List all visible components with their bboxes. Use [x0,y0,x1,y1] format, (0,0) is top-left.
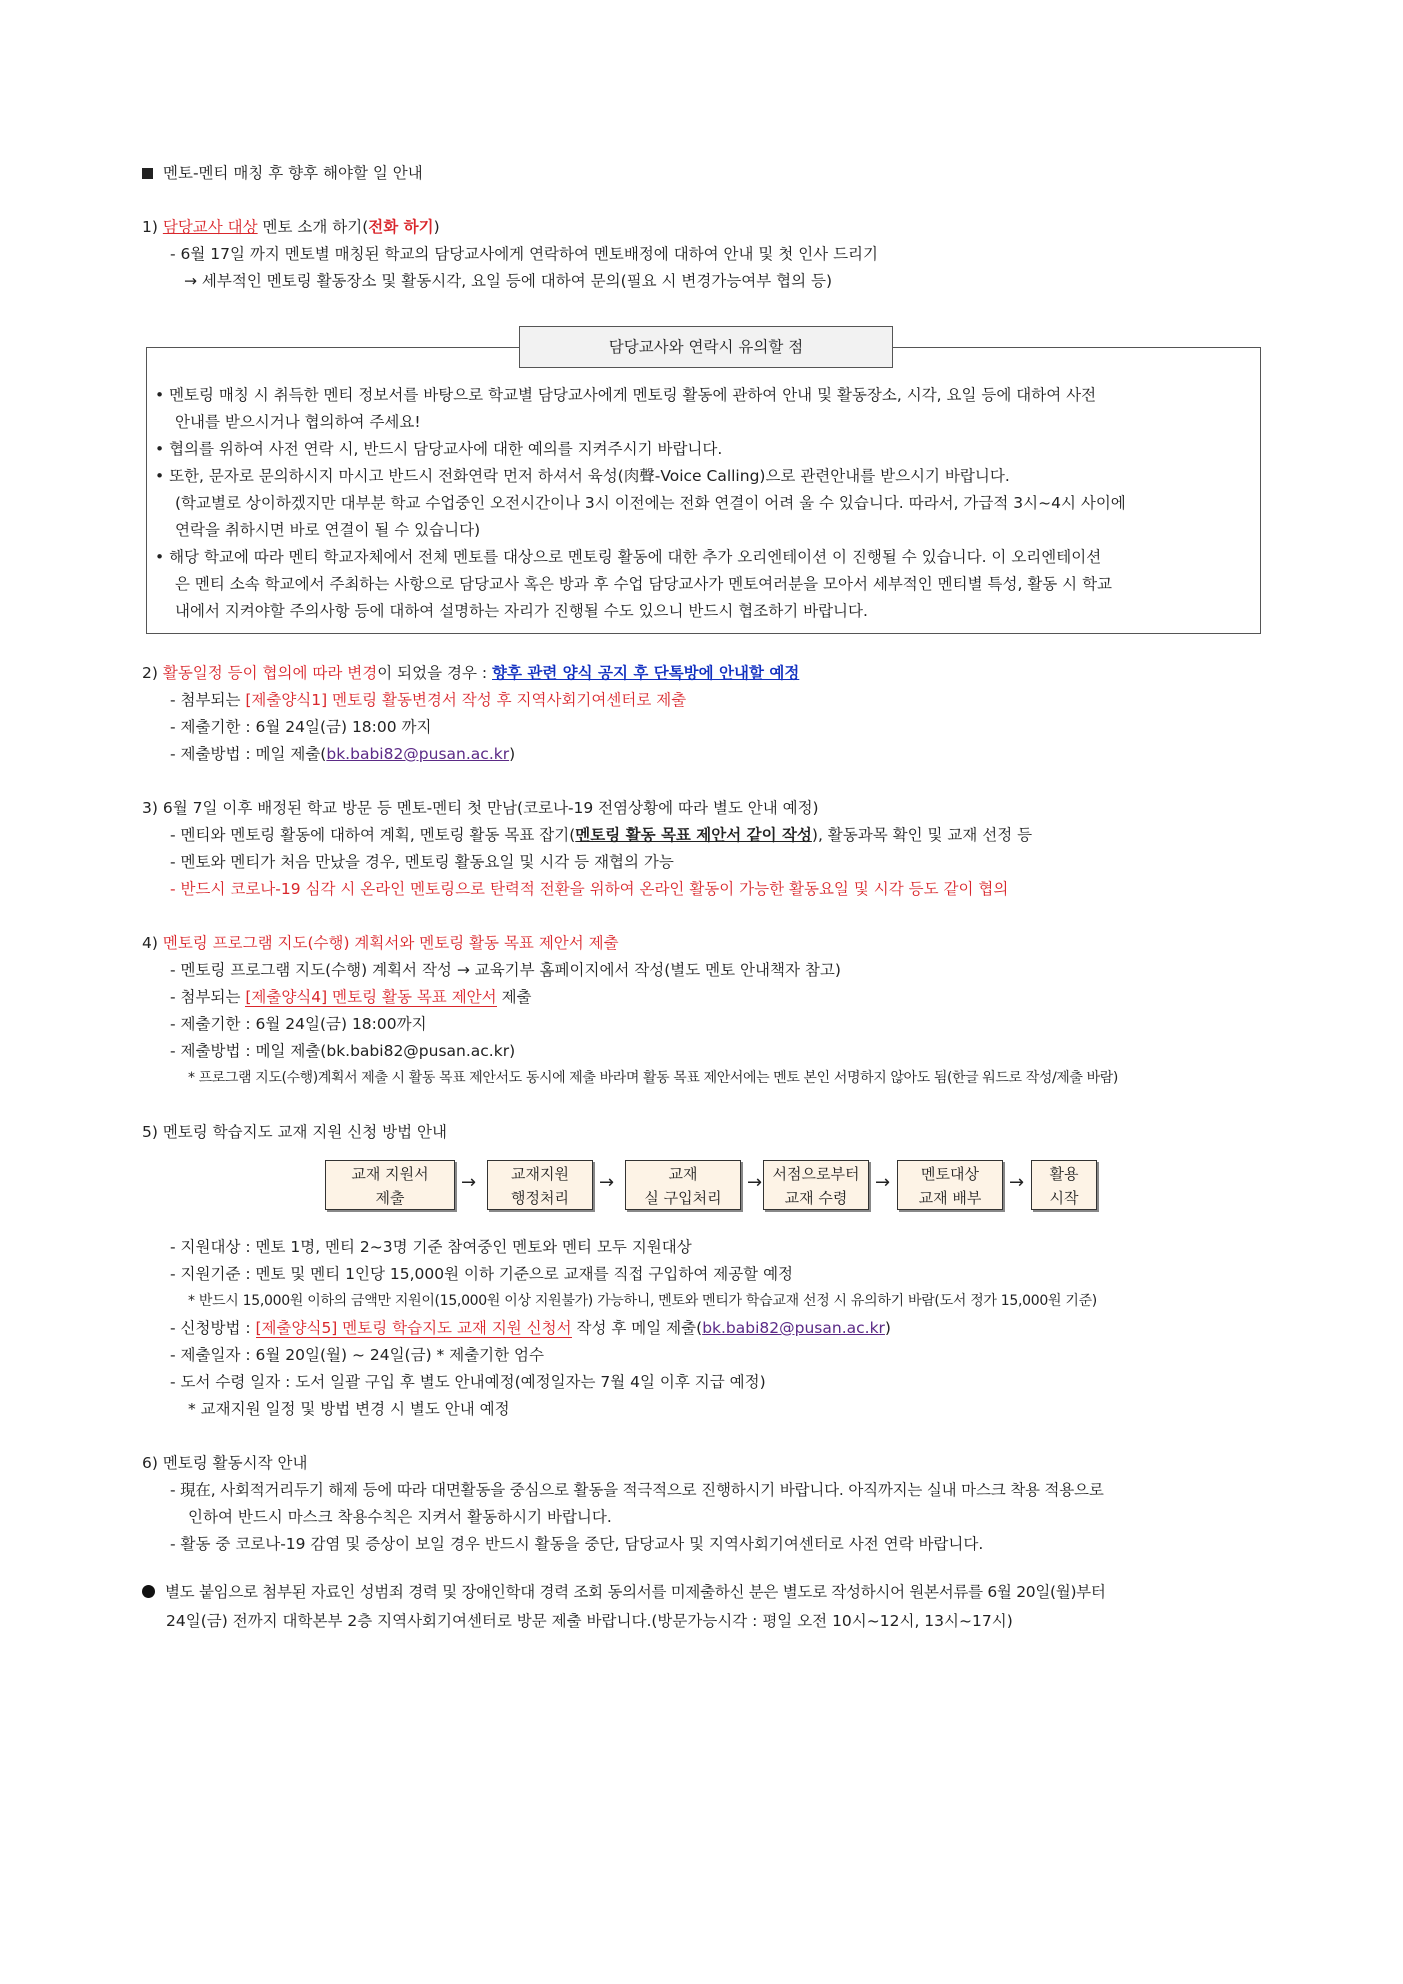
section-4-item: - 첨부되는 [제출양식4] 멘토링 활동 목표 제안서 제출 [170,988,532,1006]
section-5-item: - 도서 수령 일자 : 도서 일괄 구입 후 별도 안내예정(예정일자는 7월 4일 이후 지급 예정) [170,1373,766,1391]
section-5-title: 5) 멘토링 학습지도 교재 지원 신청 방법 안내 [142,1123,447,1141]
section-4-item: - 제출방법 : 메일 제출(bk.babi82@pusan.ac.kr) [170,1042,516,1060]
textbook-process-flow [325,1160,1272,1220]
section-5-note: * 반드시 15,000원 이하의 금액만 지원이(15,000원 이상 지원불가) 가능하니, 멘토와 멘티가 학습교재 선정 시 유의하기 바람(도서 정가 15,000원 기준) [188,1293,1097,1309]
section-2-item: - 첨부되는 [제출양식1] 멘토링 활동변경서 작성 후 지역사회기여센터로 제출 [170,691,687,709]
section-1 [142,214,1272,295]
square-bullet-icon [142,168,153,179]
notice-item: • 해당 학교에 따라 멘티 학교자체에서 전체 멘토를 대상으로 멘토링 활동에 대한 추가 오리엔테이션 이 진행될 수 있습니다. 이 오리엔테이션 [155,548,1102,566]
notice-item-cont: 내에서 지켜야할 주의사항 등에 대하여 설명하는 자리가 진행될 수도 있으니 반드시 협조하기 바랍니다. [175,602,868,620]
consent-form-notice: 별도 붙임으로 첨부된 자료인 성범죄 경력 및 장애인학대 경력 조회 동의서를 미제출하신 분은 별도로 작성하시어 원본서류를 6월 20일(월)부터 24일(금) 전까지 대학본부 2층 지역사회기여센터로 방문 제출 바랍니다.(방문가능시각 : 평일 오전 10시~12시, 13시~17시) [142,1578,1272,1636]
section-6-title: 6) 멘토링 활동시작 안내 [142,1454,308,1472]
notice-item-cont: 연락을 취하시면 바로 연결이 될 수 있습니다) [175,521,481,539]
section-5 [142,1119,1272,1423]
flow-step: 활용 시작 [1031,1160,1097,1210]
flow-step: 서점으로부터 교재 수령 [763,1160,869,1210]
section-5-item: - 지원기준 : 멘토 및 멘티 1인당 15,000원 이하 기준으로 교재를 직접 구입하여 제공할 예정 [170,1265,794,1283]
flow-step: 교재 실 구입처리 [625,1160,741,1210]
section-1-item: - 6월 17일 까지 멘토별 매칭된 학교의 담당교사에게 연락하여 멘토배정에 대하여 안내 및 첫 인사 드리기 [170,245,879,263]
notice-box [146,338,1261,634]
notice-item: • 멘토링 매칭 시 취득한 멘티 정보서를 바탕으로 학교별 담당교사에게 멘토링 활동에 관하여 안내 및 활동장소, 시각, 요일 등에 대하여 사전 [155,386,1097,404]
section-4-note: * 프로그램 지도(수행)계획서 제출 시 활동 목표 제안서도 동시에 제출 바라며 활동 목표 제안서에는 멘토 본인 서명하지 않아도 됨(한글 워드로 작성/제출 바람) [188,1070,1118,1086]
notice-item: • 협의를 위하여 사전 연락 시, 반드시 담당교사에 대한 예의를 지켜주시기 바랍니다. [155,440,723,458]
section-2-item: - 제출방법 : 메일 제출(bk.babi82@pusan.ac.kr) [170,745,516,763]
section-5-item: - 지원대상 : 멘토 1명, 멘티 2~3명 기준 참여중인 멘토와 멘티 모두 지원대상 [170,1238,692,1256]
right-arrow-icon: → [875,1172,891,1193]
email-link[interactable]: bk.babi82@pusan.ac.kr [702,1319,885,1337]
page-title: 멘토-멘티 매칭 후 향후 해야할 일 안내 [142,160,1272,187]
section-3-item: - 반드시 코로나-19 심각 시 온라인 멘토링으로 탄력적 전환을 위하여 온라인 활동이 가능한 활동요일 및 시각 등도 같이 협의 [170,880,1009,898]
flow-step: 교재 지원서 제출 [325,1160,455,1210]
right-arrow-icon: → [1009,1172,1025,1193]
section-6 [142,1450,1272,1558]
section-4-item: - 제출기한 : 6월 24일(금) 18:00까지 [170,1015,427,1033]
flow-step: 멘토대상 교재 배부 [897,1160,1003,1210]
right-arrow-icon: → [599,1172,615,1193]
section-6-item-cont: 인하여 반드시 마스크 착용수칙은 지켜서 활동하시기 바랍니다. [188,1508,612,1526]
section-6-item: - 現在, 사회적거리두기 해제 등에 따라 대면활동을 중심으로 활동을 적극적으로 진행하시기 바랍니다. 아직까지는 실내 마스크 착용 적용으로 [170,1481,1104,1499]
section-2-title: 2) 활동일정 등이 협의에 따라 변경이 되었을 경우 : 향후 관련 양식 공지 후 단톡방에 안내할 예정 [142,664,800,682]
section-5-note: * 교재지원 일정 및 방법 변경 시 별도 안내 예정 [188,1400,510,1418]
email-link[interactable]: bk.babi82@pusan.ac.kr [326,745,510,763]
right-arrow-icon: → [747,1172,763,1193]
flow-step: 교재지원 행정처리 [487,1160,593,1210]
section-2-item: - 제출기한 : 6월 24일(금) 18:00 까지 [170,718,432,736]
section-4 [142,930,1272,1092]
notice-item-cont: 안내를 받으시거나 협의하여 주세요! [175,413,421,431]
section-1-title: 1) 담당교사 대상 멘토 소개 하기(전화 하기) [142,218,440,236]
document-body [142,160,1272,1636]
section-3-item: - 멘티와 멘토링 활동에 대하여 계획, 멘토링 활동 목표 잡기(멘토링 활동 목표 제안서 같이 작성), 활동과목 확인 및 교재 선정 등 [170,826,1033,844]
section-4-item: - 멘토링 프로그램 지도(수행) 계획서 작성 → 교육기부 홈페이지에서 작성(별도 멘토 안내책자 참고) [170,961,841,979]
section-5-item: - 신청방법 : [제출양식5] 멘토링 학습지도 교재 지원 신청서 작성 후 메일 제출(bk.babi82@pusan.ac.kr) [170,1319,891,1337]
section-2 [142,660,1272,768]
notice-item-cont: 은 멘티 소속 학교에서 주최하는 사항으로 담당교사 혹은 방과 후 수업 담당교사가 멘토여러분을 모아서 세부적인 멘티별 특성, 활동 시 학교 [175,575,1113,593]
notice-item: • 또한, 문자로 문의하시지 마시고 반드시 전화연락 먼저 하셔서 육성(肉聲-Voice Calling)으로 관련안내를 받으시기 바랍니다. [155,467,1010,485]
section-1-subitem: → 세부적인 멘토링 활동장소 및 활동시각, 요일 등에 대하여 문의(필요 시 변경가능여부 협의 등) [184,272,833,290]
notice-item-cont: (학교별로 상이하겠지만 대부분 학교 수업중인 오전시간이나 3시 이전에는 전화 연결이 어려 울 수 있습니다. 따라서, 가급적 3시~4시 사이에 [175,494,1126,512]
notice-title: 담당교사와 연락시 유의할 점 [519,326,893,368]
section-4-title: 4) 멘토링 프로그램 지도(수행) 계획서와 멘토링 활동 목표 제안서 제출 [142,934,619,952]
section-3 [142,795,1272,903]
section-5-item: - 제출일자 : 6월 20일(월) ~ 24일(금) * 제출기한 엄수 [170,1346,544,1364]
section-3-title: 3) 6월 7일 이후 배정된 학교 방문 등 멘토-멘티 첫 만남(코로나-19 전염상황에 따라 별도 안내 예정) [142,799,819,817]
circle-bullet-icon [142,1585,155,1598]
right-arrow-icon: → [461,1172,477,1193]
section-3-item: - 멘토와 멘티가 처음 만났을 경우, 멘토링 활동요일 및 시각 등 재협의 가능 [170,853,674,871]
section-6-item: - 활동 중 코로나-19 감염 및 증상이 보일 경우 반드시 활동을 중단, 담당교사 및 지역사회기여센터로 사전 연락 바랍니다. [170,1535,984,1553]
